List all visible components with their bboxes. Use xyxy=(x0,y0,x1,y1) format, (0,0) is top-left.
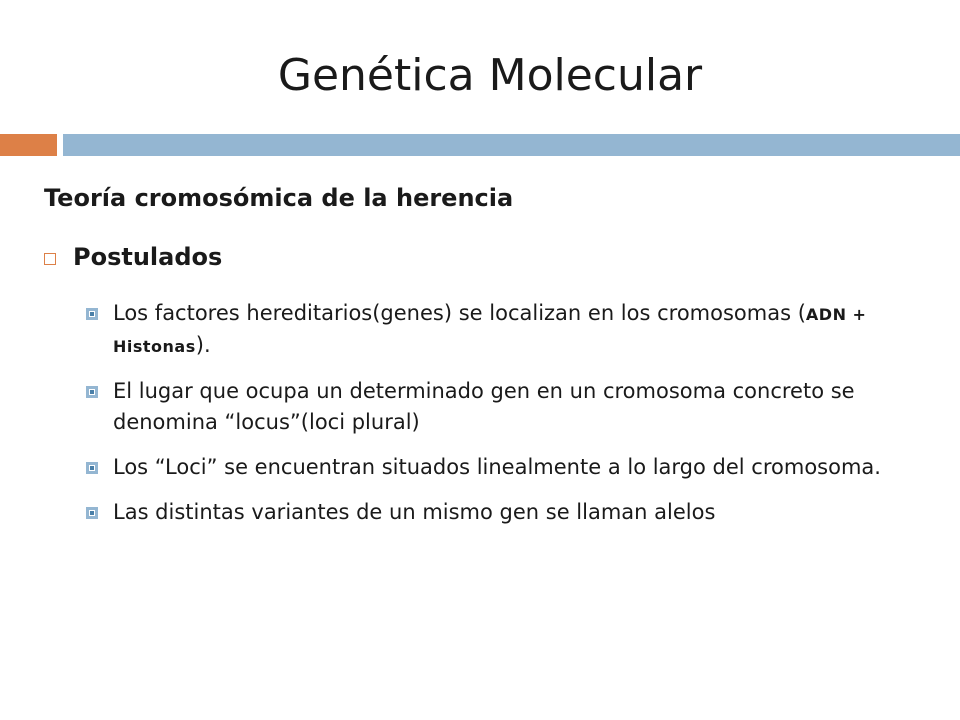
square-bullet-icon xyxy=(86,507,98,519)
bullet-emphasis: ADN + Histonas xyxy=(113,305,867,356)
square-bullet-icon xyxy=(44,253,56,265)
level1-label: Postulados xyxy=(73,243,223,271)
level1-item-postulados xyxy=(44,240,222,274)
bullet-text: Los factores hereditarios(genes) se localizan en los cromosomas ( xyxy=(113,301,806,325)
section-heading: Teoría cromosómica de la herencia xyxy=(44,184,514,212)
list-item xyxy=(86,452,946,483)
bullet-text: Las distintas variantes de un mismo gen se llaman alelos xyxy=(113,500,716,524)
list-item xyxy=(86,376,946,438)
slide-title: Genética Molecular xyxy=(277,50,703,101)
bullet-text: El lugar que ocupa un determinado gen en un cromosoma concreto se denomina “locus”(loci plural) xyxy=(113,379,855,434)
title-accent-bar-blue xyxy=(63,134,960,156)
square-bullet-icon xyxy=(86,462,98,474)
list-item xyxy=(86,497,946,528)
bullet-text-end: ). xyxy=(195,333,211,357)
bullet-text: Los “Loci” se encuentran situados linealmente a lo largo del cromosoma. xyxy=(113,455,881,479)
square-bullet-icon xyxy=(86,386,98,398)
list-item xyxy=(86,298,946,362)
square-bullet-icon xyxy=(86,308,98,320)
title-accent-bar-orange xyxy=(0,134,57,156)
postulates-list xyxy=(86,298,946,542)
